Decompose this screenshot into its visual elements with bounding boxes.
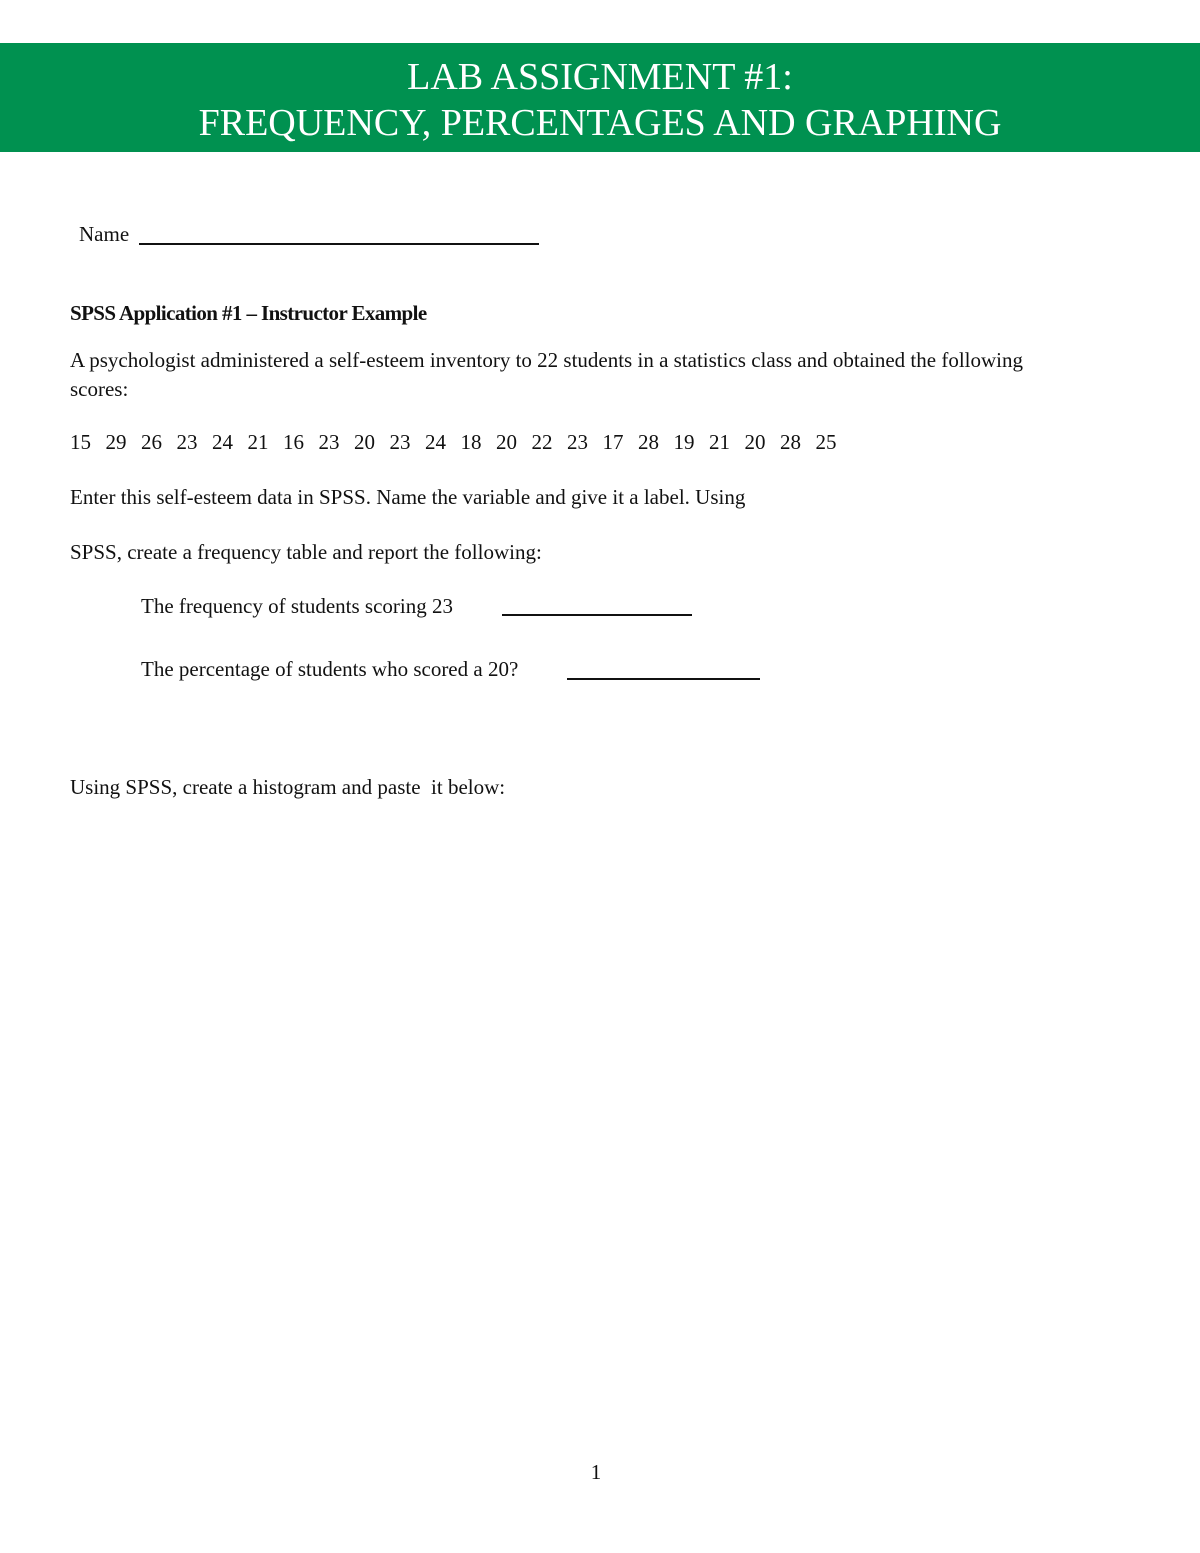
question-frequency: The frequency of students scoring 23 (141, 594, 453, 618)
name-label: Name (79, 222, 130, 246)
histogram-instruction: Using SPSS, create a histogram and paste it below: (70, 775, 506, 799)
instruction-line-2: SPSS, create a frequency table and report the following: (70, 540, 542, 564)
scores-list: 15 29 26 23 24 21 16 23 20 23 24 18 20 22 23 17 28 19 21 20 28 25 (70, 430, 837, 454)
section-heading: SPSS Application #1 – Instructor Example (70, 301, 427, 325)
answer-blank-frequency[interactable] (502, 614, 692, 616)
instruction-line-1: Enter this self-esteem data in SPSS. Name the variable and give it a label. Using (70, 485, 746, 509)
intro-paragraph-line-1: A psychologist administered a self-esteem inventory to 22 students in a statistics class and obtained the following (70, 348, 1023, 372)
title-line-1: LAB ASSIGNMENT #1: (407, 56, 793, 98)
page-number: 1 (590, 1460, 602, 1484)
answer-blank-percentage[interactable] (567, 678, 760, 680)
question-percentage: The percentage of students who scored a 20? (141, 657, 519, 681)
intro-paragraph-line-2: scores: (70, 377, 129, 401)
title-banner (0, 43, 1200, 152)
name-blank-line[interactable] (139, 243, 539, 245)
title-line-2: FREQUENCY, PERCENTAGES AND GRAPHING (198, 102, 1002, 144)
